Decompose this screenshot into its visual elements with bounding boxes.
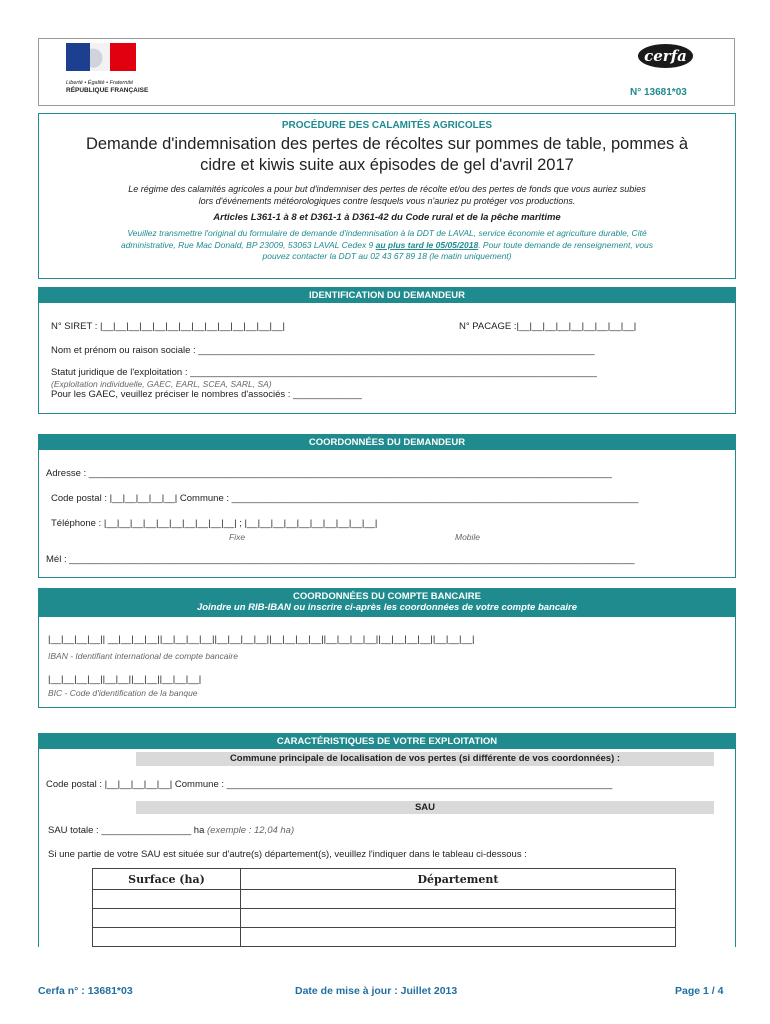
table-row xyxy=(93,928,676,947)
department-cell[interactable] xyxy=(241,890,676,909)
bank-title: COORDONNÉES DU COMPTE BANCAIRE xyxy=(293,591,481,602)
table-row xyxy=(93,909,676,928)
instructions-line-3: pouvez contacter la DDT au 02 43 67 89 18 (le matin uniquement) xyxy=(262,251,512,261)
footer-cerfa-number: Cerfa n° : 13681*03 xyxy=(38,985,133,997)
department-cell[interactable] xyxy=(241,909,676,928)
bank-subtitle: Joindre un RIB-IBAN ou inscrire ci-après les coordonnées de votre compte bancaire xyxy=(196,602,578,613)
phone-fixe-label: Fixe xyxy=(229,532,246,542)
surface-cell[interactable] xyxy=(93,928,241,947)
exploitation-postal-field[interactable]: Code postal : |__|__|__|__|__| Commune : _________________________________________________________________________ xyxy=(46,779,613,790)
commune-subheader: Commune principale de localisation de vos pertes (si différente de vos coordonnées) : xyxy=(136,752,714,766)
identification-section xyxy=(38,287,736,414)
intro-line-1: Le régime des calamités agricoles a pour but d'indemniser des pertes de récolte et/ou des pertes de fonds que vous auriez subies xyxy=(128,184,646,194)
email-field[interactable]: Mél : ___________________________________________________________________________________________________________ xyxy=(46,554,635,565)
republique-francaise-logo xyxy=(56,41,156,97)
sau-other-text: Si une partie de votre SAU est située sur d'autre(s) département(s), veuillez l'indiquer dans le tableau ci-dessous : xyxy=(48,849,527,860)
iban-field[interactable]: |__|__|__|__|| __|__|__|__||__|__|__|__||__|__|__|__||__|__|__|__||__|__|__|__||__|__|__|__||__|__|__| xyxy=(48,634,475,645)
sau-example: (exemple : 12,04 ha) xyxy=(207,825,295,836)
sau-subheader: SAU xyxy=(136,801,714,814)
bic-field[interactable]: |__|__|__|__||__|__||__|__||__|__|__| xyxy=(48,674,202,685)
title-box xyxy=(38,113,736,279)
page-title xyxy=(39,134,735,176)
surface-cell[interactable] xyxy=(93,890,241,909)
status-hint: (Exploitation individuelle, GAEC, EARL, SCEA, SARL, SA) xyxy=(51,379,272,389)
title-line-2: cidre et kiwis suite aux épisodes de gel d'avril 2017 xyxy=(200,156,574,174)
title-line-1: Demande d'indemnisation des pertes de récoltes sur pommes de table, pommes à xyxy=(85,135,689,153)
instructions-text xyxy=(39,228,735,263)
coordonnees-header: COORDONNÉES DU DEMANDEUR xyxy=(39,435,735,450)
surface-cell[interactable] xyxy=(93,909,241,928)
instructions-line-2 xyxy=(39,240,735,252)
coordonnees-section xyxy=(38,434,736,578)
deadline-date: au plus tard le 05/05/2018 xyxy=(375,239,479,250)
republic-name: RÉPUBLIQUE FRANÇAISE xyxy=(66,87,149,94)
postal-code-field[interactable]: Code postal : |__|__|__|__|__| Commune : _____________________________________________________________________________ xyxy=(51,493,639,504)
identification-header: IDENTIFICATION DU DEMANDEUR xyxy=(39,288,735,303)
table-row xyxy=(93,890,676,909)
name-field[interactable]: Nom et prénom ou raison sociale : ___________________________________________________________________________ xyxy=(51,345,595,356)
bank-section xyxy=(38,588,736,708)
table-header-row xyxy=(93,869,676,890)
pacage-field[interactable]: N° PACAGE :|__|__|__|__|__|__|__|__|__| xyxy=(459,321,637,332)
sau-total-input[interactable]: SAU totale : _________________ ha xyxy=(48,825,205,836)
department-cell[interactable] xyxy=(241,928,676,947)
republic-motto: Liberté • Égalité • Fraternité xyxy=(66,80,134,86)
exploitation-header: CARACTÉRISTIQUES DE VOTRE EXPLOITATION xyxy=(39,734,735,749)
sau-total-field[interactable] xyxy=(48,825,294,836)
department-table xyxy=(92,868,676,947)
intro-text xyxy=(39,183,735,207)
siret-field[interactable]: N° SIRET : |__|__|__|__|__|__|__|__|__|__|__|__|__|__| xyxy=(51,321,285,332)
form-number: N° 13681*03 xyxy=(630,87,687,98)
status-field[interactable]: Statut juridique de l'exploitation : _____________________________________________________________________________ xyxy=(51,367,597,378)
instructions-line-1: Veuillez transmettre l'original du formulaire de demande d'indemnisation à la DDT de LAVAL, service économie et agriculture durable, Cité xyxy=(127,228,647,238)
bank-header xyxy=(39,589,735,617)
gaec-associates-field[interactable]: Pour les GAEC, veuillez préciser le nombres d'associés : _____________ xyxy=(51,389,362,400)
marianne-flag-icon xyxy=(56,41,156,73)
articles-reference: Articles L361-1 à 8 et D361-1 à D361-42 du Code rural et de la pêche maritime xyxy=(213,212,561,223)
intro-line-2: lors d'événements météorologiques contre lesquels vous n'auriez pu protéger vos productions. xyxy=(198,196,576,206)
instructions-contact: . Pour toute demande de renseignement, vous xyxy=(478,239,654,250)
col-department-header: Département xyxy=(241,869,676,890)
phone-field[interactable]: Téléphone : |__|__|__|__|__|__|__|__|__|__| ; |__|__|__|__|__|__|__|__|__|__| xyxy=(51,518,378,529)
instructions-address: administrative, Rue Mac Donald, BP 23009, 53063 LAVAL Cedex 9 xyxy=(120,239,376,250)
footer-page-number: Page 1 / 4 xyxy=(675,985,724,997)
col-surface-header: Surface (ha) xyxy=(93,869,241,890)
cerfa-logo: cerfa xyxy=(638,44,693,68)
phone-mobile-label: Mobile xyxy=(455,532,481,542)
footer-update-date: Date de mise à jour : Juillet 2013 xyxy=(295,985,458,997)
procedure-title: PROCÉDURE DES CALAMITÉS AGRICOLES xyxy=(281,120,493,131)
address-field[interactable]: Adresse : ___________________________________________________________________________________________________ xyxy=(46,468,612,479)
bic-label: BIC - Code d'identification de la banque xyxy=(48,688,198,698)
iban-label: IBAN - Identifiant international de compte bancaire xyxy=(48,651,238,661)
